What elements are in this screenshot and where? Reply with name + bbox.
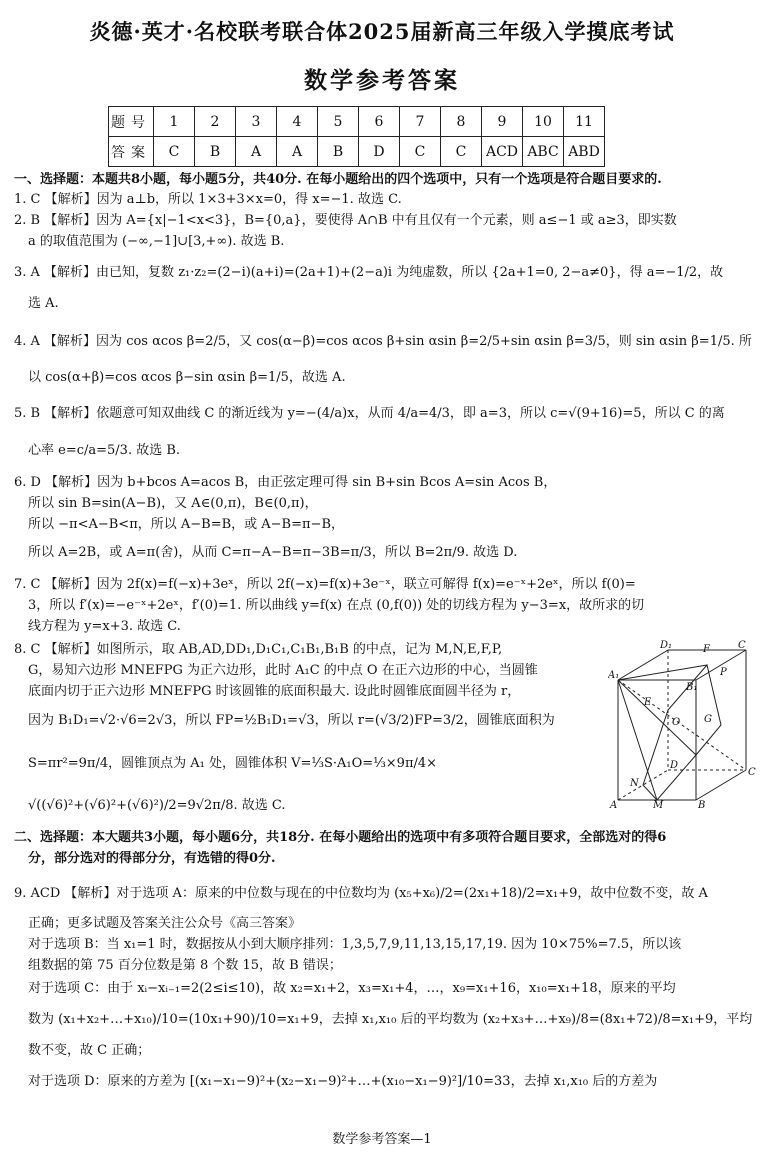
solution-line-q2: a 的取值范围为 (−∞,−1]∪[3,+∞). 故选 B. [28, 234, 285, 249]
question-number: 5 [318, 107, 359, 137]
label-p: P [720, 667, 727, 678]
exam-title: 炎德·英才·名校联考联合体2025届新高三年级入学摸底考试 [89, 19, 675, 44]
answer-cell: C [441, 137, 482, 167]
solution-line-q3: 选 A. [28, 296, 59, 311]
table-header-number: 题号 [109, 107, 154, 137]
question-number: 6 [359, 107, 400, 137]
solution-line-q4: 以 cos(α+β)=cos αcos β−sin αsin β=1/5，故选 A. [28, 370, 346, 385]
table-row-numbers [109, 107, 605, 137]
label-c1: C [738, 640, 746, 651]
solution-line-q7: 7. C 【解析】因为 2f(x)=f(−x)+3eˣ，所以 2f(−x)=f(x)+3e⁻ˣ，联立可解得 f(x)=e⁻ˣ+2eˣ，所以 f(0)= [14, 577, 636, 592]
solution-line-q8: 8. C 【解析】如图所示，取 AB,AD,DD₁,D₁C₁,C₁B₁,B₁B 的中点，记为 M,N,E,F,P, [14, 642, 503, 657]
question-number: 11 [564, 107, 605, 137]
section-heading-multi-choice: 分，部分选对的得部分分，有选错的得0分. [28, 851, 276, 866]
label-d1: D₁ [660, 640, 673, 651]
label-d: D [670, 760, 679, 771]
label-b1: B₁ [686, 682, 698, 693]
solution-line-q8: 因为 B₁D₁=√2·√6=2√3，所以 FP=½B₁D₁=√3，所以 r=(√3/2)FP=3/2，圆锥底面积为 [28, 713, 555, 728]
solution-line-q9: 正确；更多试题及答案关注公众号《高三答案》 [28, 916, 302, 931]
answer-cell: B [318, 137, 359, 167]
question-number: 3 [236, 107, 277, 137]
label-o: O [672, 717, 681, 728]
solution-line-q2: 2. B 【解析】因为 A={x|−1<x<3}，B={0,a}，要使得 A∩B 中有且仅有一个元素，则 a≤−1 或 a≥3，即实数 [14, 213, 677, 228]
solution-line-q8: √((√6)²+(√6)²+(√6)²)/2=9√2π/8. 故选 C. [28, 798, 286, 813]
question-number: 7 [400, 107, 441, 137]
label-e: E [644, 697, 652, 708]
table-header-answer: 答案 [109, 137, 154, 167]
solution-line-q6: 6. D 【解析】因为 b+bcos A=acos B，由正弦定理可得 sin B+sin Bcos A=sin Acos B， [14, 475, 557, 490]
solution-line-q9: 数为 (x₁+x₂+…+x₁₀)/10=(10x₁+90)/10=x₁+9，去掉 x₁,x₁₀ 后的平均数为 (x₂+x₃+…+x₉)/8=(8x₁+72)/8=x₁+9，平均 [28, 1012, 753, 1027]
label-f: F [703, 644, 710, 655]
solution-line-q8: 底面内切于正六边形 MNEFPG 时该圆锥的底面积最大. 设此时圆锥底面圆半径为 r， [28, 684, 521, 699]
solution-line-q9: 数不变，故 C 正确； [28, 1043, 151, 1058]
question-number: 8 [441, 107, 482, 137]
solution-line-q9: 对于选项 B：当 x₁=1 时，数据按从小到大顺序排列：1,3,5,7,9,11,13,15,17,19. 因为 10×75%=7.5，所以该 [28, 937, 682, 952]
table-row-answers [109, 137, 605, 167]
label-g: G [704, 714, 712, 725]
label-a: A [610, 800, 618, 810]
section-heading-multi-choice: 二、选择题：本大题共3小题，每小题6分，共18分. 在每小题给出的选项中有多项符合题目要求，全部选对的得6 [14, 830, 667, 845]
solution-line-q5: 心率 e=c/a=5/3. 故选 B. [28, 443, 181, 458]
solution-line-q1: 1. C 【解析】因为 a⊥b，所以 1×3+3×x=0，得 x=−1. 故选 C. [14, 192, 402, 207]
solution-line-q9: 对于选项 C：由于 xᵢ−xᵢ₋₁=2(2≤i≤10)，故 x₂=x₁+2，x₃=x₁+4，…，x₉=x₁+16，x₁₀=x₁+18，原来的平均 [28, 981, 676, 996]
solution-line-q8: G，易知六边形 MNEFPG 为正六边形，此时 A₁C 的中点 O 在正六边形的中心，当圆锥 [28, 663, 538, 678]
question-number: 10 [523, 107, 564, 137]
cube-figure [608, 640, 758, 810]
answer-cell: ACD [482, 137, 523, 167]
answer-cell: C [400, 137, 441, 167]
solution-line-q7: 3，所以 f′(x)=−e⁻ˣ+2eˣ，f′(0)=1. 所以曲线 y=f(x) 在点 (0,f(0)) 处的切线方程为 y−3=x，故所求的切 [28, 598, 645, 613]
answer-cell: A [236, 137, 277, 167]
hexagon-mnefpg [643, 665, 721, 800]
answer-cell: C [154, 137, 195, 167]
solution-line-q9: 9. ACD 【解析】对于选项 A：原来的中位数与现在的中位数均为 (x₅+x₆)/2=(2x₁+18)/2=x₁+9，故中位数不变，故 A [14, 886, 708, 901]
solution-line-q8: S=πr²=9π/4，圆锥顶点为 A₁ 处，圆锥体积 V=⅓S·A₁O=⅓×9π/4× [28, 756, 438, 771]
cube-edge [696, 770, 746, 800]
answer-cell: A [277, 137, 318, 167]
solution-line-q4: 4. A 【解析】因为 cos αcos β=2/5，又 cos(α−β)=cos αcos β+sin αsin β=2/5+sin αsin β=3/5，则 sin αsin β=1/5. 所 [14, 334, 752, 349]
answer-cell: ABD [564, 137, 605, 167]
answer-table [108, 106, 605, 167]
question-number: 1 [154, 107, 195, 137]
solution-line-q6: 所以 −π<A−B<π，所以 A−B=B，或 A−B=π−B， [28, 517, 344, 532]
answer-cell: B [195, 137, 236, 167]
question-number: 9 [482, 107, 523, 137]
solution-line-q6: 所以 sin B=sin(A−B)，又 A∈(0,π)，B∈(0,π)， [28, 496, 318, 511]
section-heading-single-choice: 一、选择题：本题共8小题，每小题5分，共40分. 在每小题给出的四个选项中，只有一个选项是符合题目要求的. [14, 172, 662, 187]
solution-line-q3: 3. A 【解析】由已知，复数 z₁·z₂=(2−i)(a+i)=(2a+1)+(2−a)i 为纯虚数，所以 {2a+1=0, 2−a≠0}，得 a=−1/2，故 [14, 265, 724, 280]
solution-line-q7: 线方程为 y=x+3. 故选 C. [28, 619, 181, 634]
solution-line-q9: 对于选项 D：原来的方差为 [(x₁−x₁−9)²+(x₂−x₁−9)²+…+(x₁₀−x₁−9)²]/10=33，去掉 x₁,x₁₀ 后的方差为 [28, 1074, 658, 1089]
solution-line-q5: 5. B 【解析】依题意可知双曲线 C 的渐近线为 y=−(4/a)x，从而 4/a=4/3，即 a=3，所以 c=√(9+16)=5，所以 C 的离 [14, 406, 725, 421]
label-n: N [630, 778, 639, 789]
solution-line-q6: 所以 A=2B，或 A=π(舍)，从而 C=π−A−B=π−3B=π/3，所以 B=2π/9. 故选 D. [28, 545, 518, 560]
solution-line-q9: 组数据的第 75 百分位数是第 8 个数 15，故 B 错误； [28, 958, 342, 973]
label-c: C [748, 767, 756, 778]
answer-cell: D [359, 137, 400, 167]
label-m: M [653, 800, 664, 810]
answer-cell: ABC [523, 137, 564, 167]
page-title: 数学参考答案 [304, 67, 460, 94]
page-footer: 数学参考答案—1 [332, 1132, 432, 1147]
question-number: 2 [195, 107, 236, 137]
label-b: B [698, 800, 706, 810]
label-a1: A₁ [608, 670, 620, 681]
question-number: 4 [277, 107, 318, 137]
